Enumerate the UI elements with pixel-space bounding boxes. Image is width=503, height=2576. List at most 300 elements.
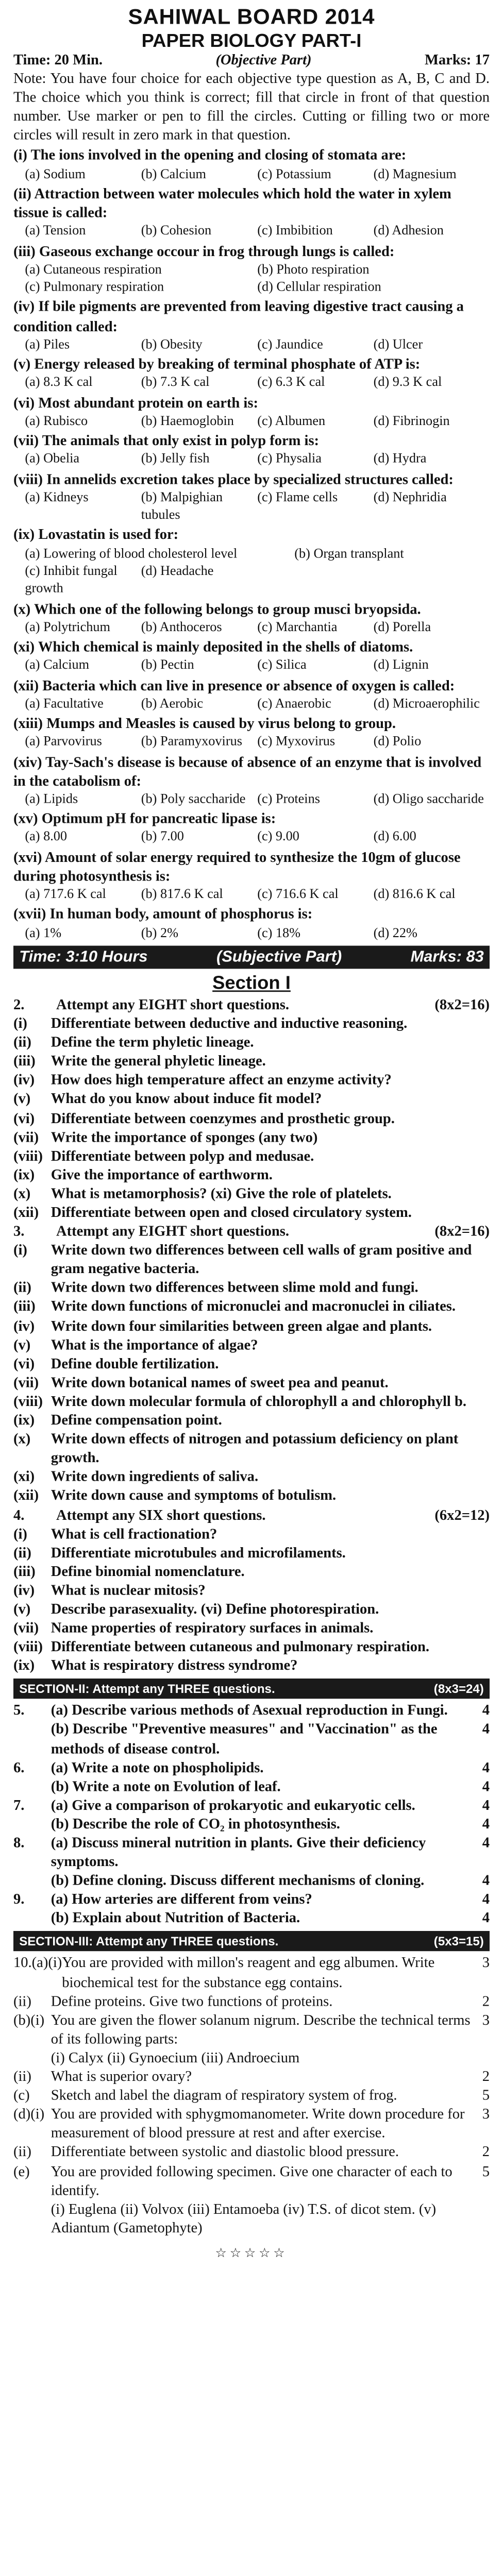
mcq-text: In annelids excretion takes place by specialized structures called: (46, 471, 454, 488)
mcq-option: (d) 9.3 K cal (373, 376, 442, 391)
mcq-text: The animals that only exist in polyp form is: (42, 433, 320, 450)
long-question-item (13, 2200, 490, 2238)
section-1-title: Section I (212, 971, 291, 993)
question-3-header (13, 1223, 490, 1242)
short-question-item (13, 1166, 490, 1185)
short-question-item (13, 1393, 490, 1412)
long-question-marks: 4 (482, 1817, 490, 1833)
long-question-marks: 4 (482, 1798, 490, 1814)
mcq-option: (c) Myxovirus (257, 735, 336, 750)
mcq-question (13, 432, 490, 451)
mcq-question (13, 754, 490, 791)
mcq-text: If bile pigments are prevented from leaving digestive tract causing a condition called: (13, 300, 464, 335)
mcq-item (13, 601, 490, 637)
mcq-option: (d) Cellular respiration (257, 280, 381, 295)
question-3-instruction (13, 1223, 289, 1242)
mcq-option: (d) Polio (373, 735, 422, 750)
section-3-questions (13, 1955, 490, 2238)
short-question-text: Define compensation point. (51, 1413, 222, 1429)
long-question-item (13, 1721, 490, 1758)
short-question-roman: (i) (13, 1016, 27, 1032)
mcq-options (13, 375, 490, 393)
question-4-number: 4. (13, 1507, 25, 1523)
mcq-options (13, 829, 490, 848)
mcq-item (13, 715, 490, 752)
mcq-question (13, 299, 490, 336)
short-question-item (13, 1619, 490, 1638)
short-question-roman: (iv) (13, 1318, 35, 1335)
mcq-option: (c) Albumen (257, 414, 326, 429)
mcq-option: (d) Porella (373, 621, 431, 636)
mcq-item (13, 299, 490, 354)
short-question-item (13, 1412, 490, 1431)
question-4-block (13, 1506, 490, 1676)
long-question-number (13, 1910, 51, 1929)
short-question-roman: (iii) (13, 1564, 36, 1580)
mcq-number: (vi) (13, 395, 35, 412)
paper-content (13, 5, 490, 2263)
mcq-text: Tay-Sach's disease is because of absence of an enzyme that is involved in the catabolism of: (13, 755, 482, 790)
long-question-text: (a) Describe various methods of Asexual reproduction in Fungi. (51, 1703, 448, 1720)
long-question-number: (ii) (13, 2069, 31, 2086)
long-question-item (13, 2162, 490, 2200)
short-question-text: Write down effects of nitrogen and potassium deficiency on plant growth. (51, 1432, 459, 1467)
long-question-number: 9. (13, 1892, 25, 1908)
long-question-marks: 5 (482, 2088, 490, 2105)
long-question-marks: 3 (482, 2012, 490, 2029)
long-question-number (13, 2049, 51, 2068)
short-question-text: Write down two differences between slime mold and fungi. (51, 1281, 418, 1297)
mcq-option: (b) Jelly fish (141, 452, 210, 467)
short-question-text: Define the term phyletic lineage. (51, 1035, 254, 1052)
short-question-text: Name properties of respiratory surfaces in animals. (51, 1621, 374, 1637)
footer-stars: ☆☆☆☆☆ (215, 2245, 288, 2260)
long-question-marks: 2 (482, 1994, 490, 2010)
mcq-option: (d) 22% (373, 926, 417, 941)
short-question-text: Write the importance of sponges (any two) (51, 1129, 318, 1146)
section-2-bar (13, 1679, 490, 1699)
mcq-number: (xvi) (13, 850, 42, 867)
long-question-text: You are provided following specimen. Give one character of each to identify. (51, 2164, 452, 2199)
short-question-item (13, 1563, 490, 1582)
mcq-option: (c) Inhibit fungal growth (25, 565, 118, 598)
long-question-text: (b) Describe the role of CO₂ in photosynthesis. (51, 1817, 340, 1833)
mcq-options (13, 887, 490, 905)
long-question-marks: 4 (482, 1892, 490, 1908)
mcq-option: (b) Aerobic (141, 697, 204, 712)
mcq-options (13, 658, 490, 676)
mcq-number: (i) (13, 148, 27, 165)
mcq-option: (a) 717.6 K cal (25, 888, 106, 903)
long-question-marks: 4 (482, 1703, 490, 1720)
mcq-option: (d) Oligo saccharide (373, 792, 484, 807)
mcq-option: (a) Rubisco (25, 414, 88, 429)
short-question-item (13, 1053, 490, 1072)
mcq-item (13, 432, 490, 469)
long-question-item (13, 1797, 490, 1816)
mcq-item (13, 639, 490, 675)
long-question-number (13, 1721, 51, 1758)
short-question-item (13, 1109, 490, 1128)
long-question-item (13, 1777, 490, 1797)
long-question-marks (484, 2200, 490, 2238)
mcq-option: (a) Tension (25, 225, 86, 240)
mcq-option: (c) 6.3 K cal (257, 376, 325, 391)
question-3-number: 3. (13, 1224, 25, 1241)
mcq-option: (b) 2% (141, 926, 178, 941)
short-question-roman: (viii) (13, 1148, 43, 1165)
mcq-options (13, 791, 490, 809)
mcq-option: (b) Organ transplant (294, 547, 404, 562)
long-question-item (13, 1759, 490, 1778)
mcq-item (13, 849, 490, 905)
mcq-number: (xiv) (13, 755, 42, 771)
question-2-header (13, 996, 490, 1015)
mcq-option: (b) Poly saccharide (141, 792, 246, 807)
mcq-item (13, 810, 490, 847)
short-question-roman: (v) (13, 1602, 31, 1618)
question-4-heading: Attempt any SIX short questions. (56, 1507, 266, 1523)
mcq-number: (iii) (13, 244, 36, 260)
mcq-text: Most abundant protein on earth is: (38, 395, 258, 412)
long-question-number: (b)(i) (13, 2012, 45, 2029)
mcq-number: (xii) (13, 678, 39, 694)
mcq-text: Mumps and Measles is caused by virus belong to group. (46, 717, 396, 733)
long-question-number: 8. (13, 1836, 25, 1852)
mcq-text: Amount of solar energy required to synthesize the 10gm of glucose during photosynthesis is: (13, 850, 461, 885)
mcq-number: (v) (13, 357, 31, 374)
long-question-item (13, 2068, 490, 2087)
mcq-options (13, 336, 490, 354)
mcq-item (13, 754, 490, 809)
short-question-item (13, 1601, 490, 1620)
short-question-roman: (xii) (13, 1205, 39, 1222)
question-3-marks: (8x2=16) (434, 1224, 490, 1241)
short-question-roman: (v) (13, 1337, 31, 1354)
long-question-text: (i) Euglena (ii) Volvox (iii) Entamoeba (iv) T.S. of dicot stem. (v) Adiantum (Gametophyte) (51, 2201, 437, 2236)
question-3-block (13, 1223, 490, 1506)
question-3-heading: Attempt any EIGHT short questions. (56, 1224, 289, 1241)
long-question-number: 10.(a)(i) (13, 1956, 62, 1972)
short-question-text: Describe parasexuality. (vi) Define photorespiration. (51, 1602, 379, 1618)
short-question-text: Write down four similarities between green algae and plants. (51, 1318, 432, 1335)
long-question-marks: 4 (482, 1779, 490, 1795)
section-3-heading: SECTION-III: Attempt any THREE questions. (19, 1934, 279, 1949)
short-question-text: Write down functions of micronuclei and macronuclei in ciliates. (51, 1299, 456, 1316)
mcq-text: Which chemical is mainly deposited in the shells of diatoms. (38, 640, 413, 656)
short-question-roman: (ix) (13, 1413, 35, 1429)
mcq-option: (d) Microaerophilic (373, 697, 480, 712)
long-question-text: Differentiate between systolic and diastolic blood pressure. (51, 2145, 399, 2161)
short-question-roman: (xi) (13, 1469, 35, 1486)
long-question-item (13, 1702, 490, 1721)
short-question-text: Differentiate between cutaneous and pulmonary respiration. (51, 1639, 430, 1656)
paper-title: PAPER BIOLOGY PART-I (141, 29, 362, 52)
long-question-text: (a) Write a note on phospholipids. (51, 1760, 264, 1776)
mcq-question (13, 715, 490, 734)
mcq-option: (a) 8.00 (25, 831, 68, 845)
mcq-options (13, 413, 490, 431)
mcq-text: Energy released by breaking of terminal phosphate of ATP is: (34, 357, 421, 374)
short-question-text: Give the importance of earthworm. (51, 1167, 273, 1184)
mcq-options (13, 489, 490, 525)
long-question-text: (b) Define cloning. Discuss different mechanisms of cloning. (51, 1873, 425, 1890)
short-question-roman: (v) (13, 1092, 31, 1108)
long-question-item (13, 2049, 490, 2068)
mcq-option: (d) 816.6 K cal (373, 888, 456, 903)
mcq-option: (c) Jaundice (257, 337, 323, 352)
mcq-option: (b) Anthoceros (141, 621, 222, 636)
mcq-text: The ions involved in the opening and closing of stomata are: (30, 148, 407, 165)
mcq-text: In human body, amount of phosphorus is: (49, 907, 313, 924)
mcq-option: (b) Pectin (141, 659, 194, 674)
instructions-note: Note: You have four choice for each objective type question as A, B, C and D. The choice which you think is correct; fill that circle in front of that question number. Use marker or pen to fill the circles. Cutting or filling two or more circles will result in zero mark in that question. (13, 72, 490, 144)
section-2-marks: (8x3=24) (433, 1682, 484, 1697)
mcq-options (13, 546, 490, 599)
subjective-bar (13, 946, 490, 969)
short-question-text: Define double fertilization. (51, 1356, 219, 1372)
short-question-item (13, 1279, 490, 1298)
long-question-marks: 4 (482, 1836, 490, 1852)
short-question-roman: (i) (13, 1526, 27, 1543)
short-question-item (13, 1147, 490, 1166)
short-question-text: What is respiratory distress syndrome? (51, 1658, 298, 1675)
board-title: SAHIWAL BOARD 2014 (128, 5, 375, 30)
long-question-text: (b) Describe "Preventive measures" and "Vaccination" as the methods of disease control. (51, 1722, 438, 1757)
mcq-options (13, 451, 490, 469)
short-question-text: What is metamorphosis? (xi) Give the role of platelets. (51, 1186, 392, 1202)
mcq-option: (d) Nephridia (373, 490, 447, 505)
short-question-item (13, 1374, 490, 1393)
long-question-item (13, 1955, 490, 1992)
long-question-number (13, 1777, 51, 1797)
short-question-item (13, 1091, 490, 1110)
short-question-item (13, 1317, 490, 1336)
mcq-option: (c) Imbibition (257, 225, 333, 240)
short-question-item (13, 1431, 490, 1468)
long-question-number: 5. (13, 1703, 25, 1720)
long-question-text: (a) Give a comparison of prokaryotic and eukaryotic cells. (51, 1798, 415, 1814)
mcq-list (13, 147, 490, 943)
mcq-item (13, 243, 490, 297)
objective-time: Time: 20 Min. (13, 53, 103, 69)
short-question-text: How does high temperature affect an enzyme activity? (51, 1073, 392, 1089)
short-question-roman: (vi) (13, 1111, 35, 1127)
short-question-text: Differentiate microtubules and microfilaments. (51, 1545, 346, 1562)
short-question-text: What is nuclear mitosis? (51, 1583, 206, 1599)
mcq-item (13, 185, 490, 241)
long-question-marks: 3 (482, 1956, 490, 1972)
subjective-marks: Marks: 83 (410, 948, 484, 966)
short-question-item (13, 1336, 490, 1355)
short-question-text: Write down cause and symptoms of botulism. (51, 1488, 337, 1505)
mcq-question (13, 677, 490, 696)
short-question-roman: (iv) (13, 1073, 35, 1089)
mcq-option: (a) 8.3 K cal (25, 376, 93, 391)
short-question-item (13, 1525, 490, 1544)
mcq-options (13, 619, 490, 637)
mcq-option: (d) Magnesium (373, 167, 457, 182)
long-question-item (13, 1910, 490, 1929)
mcq-item (13, 677, 490, 714)
mcq-text: Optimum pH for pancreatic lipase is: (41, 812, 276, 828)
mcq-question (13, 394, 490, 413)
short-question-item (13, 1582, 490, 1601)
section-2-questions (13, 1702, 490, 1929)
long-question-item (13, 2106, 490, 2143)
mcq-options (13, 261, 490, 297)
mcq-options (13, 166, 490, 184)
section-3-bar (13, 1931, 490, 1952)
mcq-option: (b) Cohesion (141, 225, 212, 240)
short-question-roman: (ix) (13, 1658, 35, 1675)
short-question-roman: (i) (13, 1243, 27, 1259)
long-question-text: What is superior ovary? (51, 2069, 192, 2086)
question-4-instruction (13, 1506, 266, 1525)
mcq-option: (b) 7.00 (141, 831, 184, 845)
mcq-option: (b) Paramyxovirus (141, 735, 242, 750)
mcq-option: (d) Fibrinogin (373, 414, 450, 429)
long-question-marks: 4 (482, 1873, 490, 1890)
mcq-option: (a) Obelia (25, 452, 80, 467)
long-question-number: (e) (13, 2164, 30, 2180)
mcq-option: (b) Obesity (141, 337, 203, 352)
short-question-text: Differentiate between open and closed circulatory system. (51, 1205, 412, 1222)
mcq-text: Gaseous exchange occour in frog through lungs is called: (39, 244, 395, 260)
short-question-item (13, 1657, 490, 1676)
mcq-question (13, 243, 490, 262)
short-question-text: What is the importance of algae? (51, 1337, 258, 1354)
short-question-item (13, 1015, 490, 1034)
long-question-item (13, 2087, 490, 2106)
short-question-roman: (ii) (13, 1545, 31, 1562)
mcq-options (13, 223, 490, 241)
long-question-item (13, 1872, 490, 1891)
mcq-option: (b) 7.3 K cal (141, 376, 210, 391)
mcq-text: Bacteria which can live in presence or absence of oxygen is called: (42, 678, 455, 694)
short-question-text: Write down ingredients of saliva. (51, 1469, 259, 1486)
short-question-text: Write the general phyletic lineage. (51, 1054, 266, 1071)
question-2-number: 2. (13, 997, 25, 1014)
long-question-marks: 4 (482, 1760, 490, 1776)
short-question-roman: (x) (13, 1186, 31, 1202)
short-question-text: Write down botanical names of sweet pea and peanut. (51, 1375, 389, 1392)
mcq-item (13, 356, 490, 393)
mcq-option: (a) Polytrichum (25, 621, 110, 636)
long-question-marks: 4 (482, 1722, 490, 1739)
mcq-number: (vii) (13, 433, 39, 450)
mcq-option: (c) Physalia (257, 452, 322, 467)
short-question-item (13, 1355, 490, 1374)
mcq-option: (c) Silica (257, 659, 307, 674)
mcq-question (13, 147, 490, 166)
long-question-number: 7. (13, 1798, 25, 1814)
question-2-block (13, 996, 490, 1223)
short-question-item (13, 1185, 490, 1204)
mcq-text: Which one of the following belongs to group musci bryopsida. (33, 602, 421, 618)
mcq-number: (xi) (13, 640, 35, 656)
long-question-text: You are given the flower solanum nigrum. Describe the technical terms of its following parts: (51, 2012, 471, 2048)
short-question-roman: (vi) (13, 1356, 35, 1372)
short-question-item (13, 1487, 490, 1506)
mcq-option: (a) Facultative (25, 697, 104, 712)
long-question-number: 6. (13, 1760, 25, 1776)
mcq-question (13, 906, 490, 925)
question-4-marks: (6x2=12) (434, 1507, 490, 1523)
short-question-text: Differentiate between polyp and medusae. (51, 1148, 314, 1165)
objective-header-row (13, 52, 490, 71)
short-question-text: Differentiate between coenzymes and prosthetic group. (51, 1111, 395, 1127)
subjective-time: Time: 3:10 Hours (19, 948, 148, 966)
short-question-roman: (iii) (13, 1299, 36, 1316)
long-question-number: (d)(i) (13, 2107, 45, 2124)
short-question-text: Write down molecular formula of chlorophyll a and chlorophyll b. (51, 1394, 466, 1411)
mcq-option: (a) Calcium (25, 659, 90, 674)
long-question-item (13, 1992, 490, 2011)
mcq-options (13, 734, 490, 752)
mcq-text: Attraction between water molecules which hold the water in xylem tissue is called: (13, 187, 451, 222)
short-question-roman: (ii) (13, 1035, 31, 1052)
long-question-text: Define proteins. Give two functions of proteins. (51, 1994, 333, 2010)
objective-marks: Marks: 17 (425, 53, 490, 69)
short-question-roman: (iv) (13, 1583, 35, 1599)
long-question-text: (b) Explain about Nutrition of Bacteria. (51, 1911, 300, 1927)
short-question-text: What is cell fractionation? (51, 1526, 217, 1543)
mcq-option: (a) Kidneys (25, 490, 89, 505)
mcq-number: (x) (13, 602, 31, 618)
long-question-item (13, 1816, 490, 1835)
mcq-option: (c) Pulmonary respiration (25, 280, 164, 295)
long-question-item (13, 2144, 490, 2163)
mcq-number: (xiii) (13, 717, 43, 733)
mcq-question (13, 639, 490, 658)
mcq-option: (c) Flame cells (257, 490, 338, 505)
mcq-option: (b) Haemoglobin (141, 414, 234, 429)
short-question-item (13, 1544, 490, 1563)
short-question-roman: (iii) (13, 1054, 36, 1071)
section-2-heading: SECTION-II: Attempt any THREE questions. (19, 1682, 275, 1697)
short-question-item (13, 1638, 490, 1657)
long-question-item (13, 2011, 490, 2049)
long-question-text: (i) Calyx (ii) Gynoecium (iii) Androecium (51, 2050, 300, 2067)
short-question-roman: (vii) (13, 1375, 39, 1392)
question-2-marks: (8x2=16) (434, 997, 490, 1014)
long-question-number: (ii) (13, 1994, 31, 2010)
short-question-roman: (viii) (13, 1639, 43, 1656)
mcq-option: (c) Potassium (257, 167, 331, 182)
mcq-number: (iv) (13, 300, 35, 316)
mcq-number: (viii) (13, 471, 43, 488)
mcq-options (13, 696, 490, 714)
mcq-text: Lovastatin is used for: (38, 528, 179, 544)
mcq-option: (b) Calcium (141, 167, 206, 182)
mcq-option: (a) 1% (25, 926, 62, 941)
mcq-options (13, 925, 490, 943)
short-question-text: What do you know about induce fit model? (51, 1092, 322, 1108)
mcq-option: (a) Sodium (25, 167, 86, 182)
mcq-item (13, 394, 490, 431)
mcq-question (13, 527, 490, 546)
mcq-item (13, 470, 490, 525)
question-2-heading: Attempt any EIGHT short questions. (56, 997, 289, 1014)
mcq-item (13, 147, 490, 184)
mcq-question (13, 470, 490, 489)
mcq-option: (d) Hydra (373, 452, 427, 467)
mcq-question (13, 356, 490, 375)
mcq-number: (ix) (13, 528, 35, 544)
mcq-option: (c) 9.00 (257, 831, 299, 845)
objective-part-label: (Objective Part) (215, 53, 312, 69)
